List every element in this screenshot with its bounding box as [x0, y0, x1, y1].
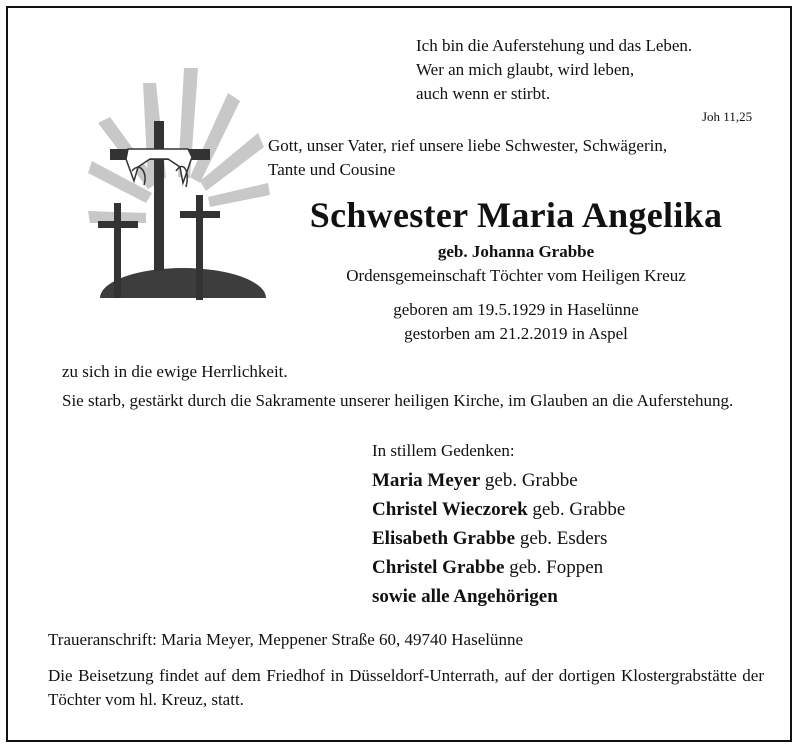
verse-line-1: Ich bin die Auferstehung und das Leben.: [416, 36, 693, 55]
death-info: gestorben am 21.2.2019 in Aspel: [404, 324, 628, 343]
mourners-list: [372, 466, 625, 611]
mourner-name: Maria Meyer: [372, 470, 481, 491]
verse-line-2: Wer an mich glaubt, wird leben,: [416, 60, 635, 79]
birth-info: geboren am 19.5.1929 in Haselünne: [393, 300, 639, 319]
mourner-item: [372, 524, 625, 553]
mourner-name: Christel Wieczorek: [372, 499, 528, 520]
religious-order: Ordensgemeinschaft Töchter vom Heiligen Kreuz: [346, 266, 686, 285]
burial-paragraph: Die Beisetzung findet auf dem Friedhof in Düsseldorf-Unterrath, auf der dortigen Klostergrabstätte der Töchter vom hl. Kreuz, statt.: [48, 666, 764, 709]
mourner-item: [372, 582, 625, 611]
mourners-heading: In stillem Gedenken:: [372, 441, 515, 460]
mourner-note: geb. Grabbe: [484, 470, 578, 491]
verse-line-3: auch wenn er stirbt.: [416, 84, 551, 103]
mourner-name: Christel Grabbe: [372, 557, 505, 578]
birth-name: geb. Johanna Grabbe: [437, 242, 595, 261]
three-crosses-icon: [88, 63, 278, 323]
mourner-item: [372, 495, 625, 524]
mourner-name: Elisabeth Grabbe: [372, 528, 516, 549]
mourner-note: geb. Foppen: [509, 557, 604, 578]
mourner-item: [372, 553, 625, 582]
sacraments-paragraph: Sie starb, gestärkt durch die Sakramente unserer heiligen Kirche, im Glauben an die Auferstehung.: [62, 391, 734, 410]
mourner-name: sowie alle Angehörigen: [372, 586, 558, 607]
eternal-glory-line: zu sich in die ewige Herrlichkeit.: [62, 362, 288, 381]
mourner-note: geb. Grabbe: [532, 499, 626, 520]
mourner-note: geb. Esders: [519, 528, 608, 549]
intro-line-1: Gott, unser Vater, rief unsere liebe Schwester, Schwägerin,: [268, 136, 668, 155]
obituary-notice: [6, 6, 792, 742]
deceased-name: Schwester Maria Angelika: [309, 195, 723, 235]
mourner-item: [372, 466, 625, 495]
verse-reference: Joh 11,25: [702, 109, 753, 124]
mourning-address: Traueranschrift: Maria Meyer, Meppener Straße 60, 49740 Haselünne: [48, 630, 524, 649]
intro-line-2: Tante und Cousine: [268, 160, 396, 179]
